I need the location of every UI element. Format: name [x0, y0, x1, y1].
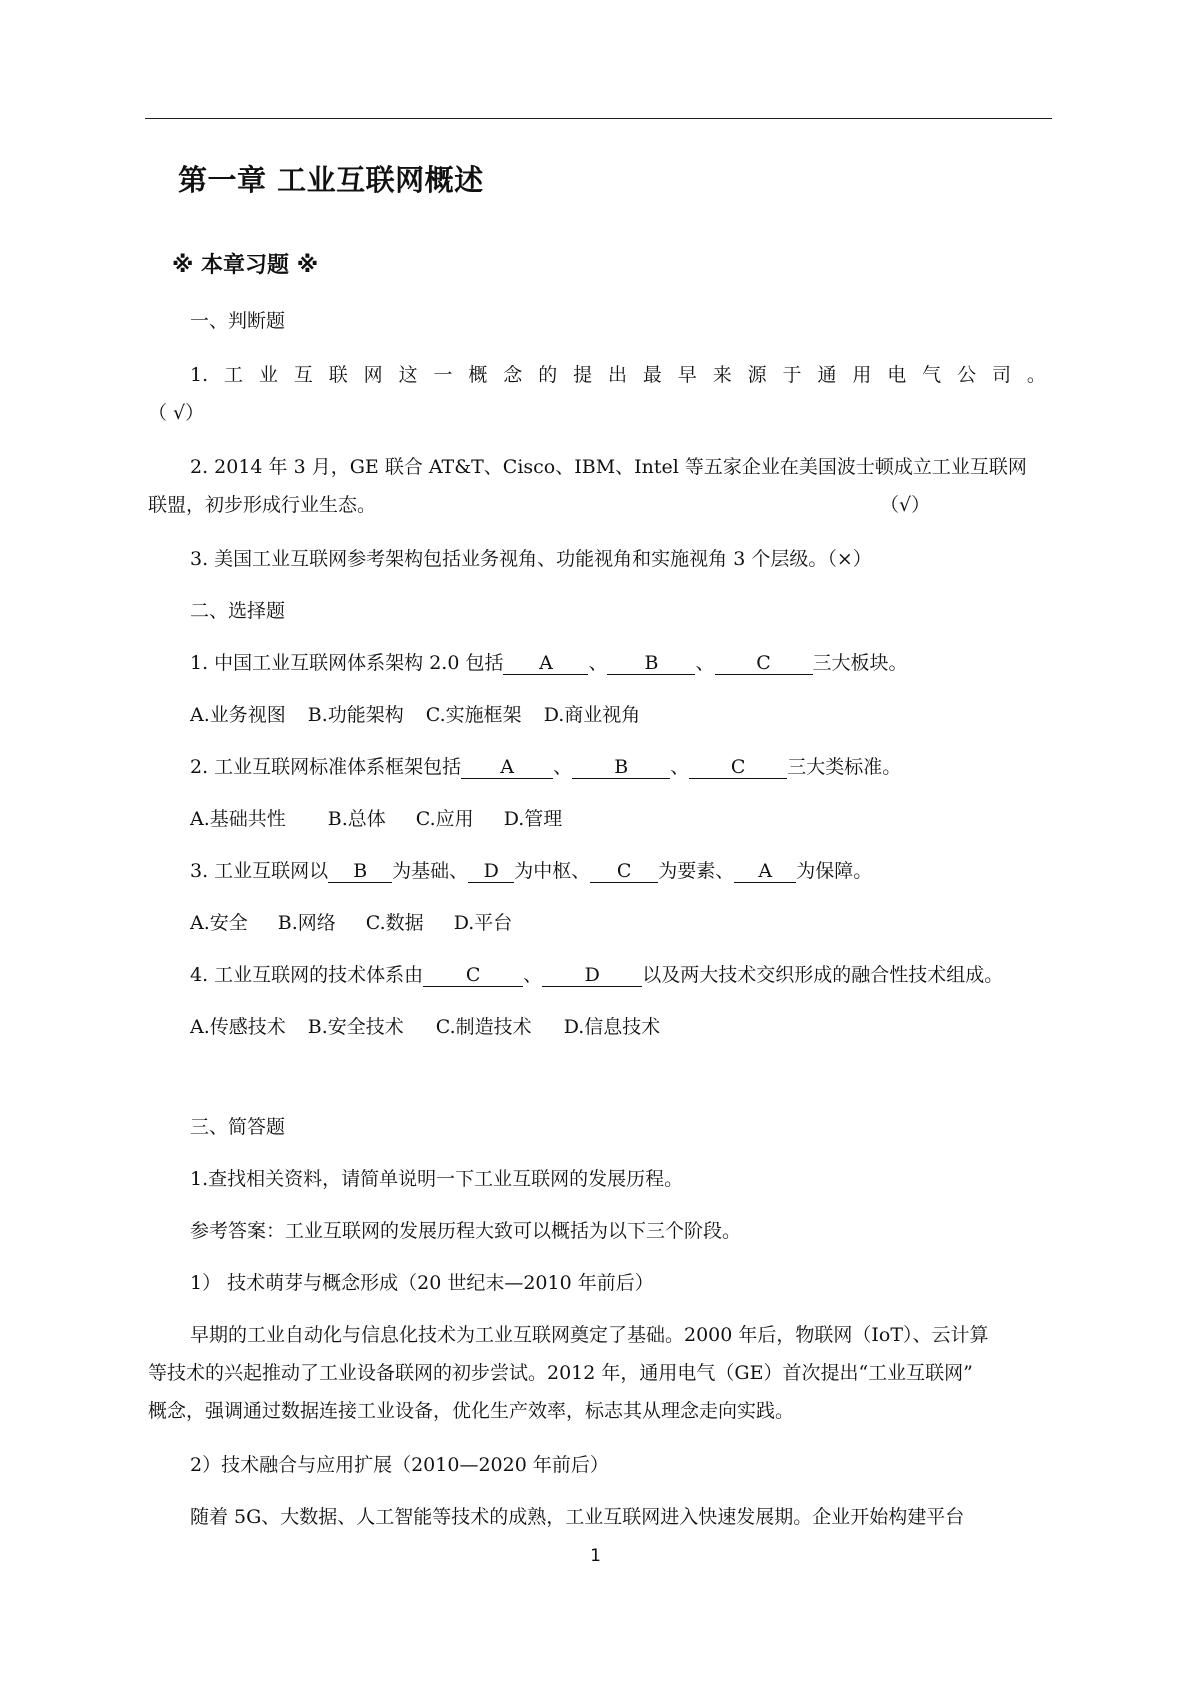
stage-2-title: 2）技术融合与应用扩展（2010—2020 年前后）	[190, 1454, 609, 1476]
q1-char: 互	[293, 364, 313, 386]
q1-char: 来	[712, 364, 732, 386]
short-answer-heading: 三、简答题	[190, 1116, 286, 1138]
q1-option-c: C.实施框架	[425, 704, 522, 726]
q4-blank-1: C	[423, 964, 523, 987]
q1-suffix: 三大板块。	[812, 652, 908, 674]
judgment-question-3: 3. 美国工业互联网参考架构包括业务视角、功能视角和实施视角 3 个层级。（×）	[190, 548, 872, 570]
page-number: 1	[590, 1546, 601, 1566]
q2-option-c: C.应用	[415, 808, 474, 830]
q1-char: 1.	[190, 364, 209, 386]
q4-option-c: C.制造技术	[435, 1016, 532, 1038]
q1-char: 念	[503, 364, 523, 386]
q1-char: 早	[677, 364, 697, 386]
choice-question-2-options	[190, 806, 562, 832]
q3-text-4: 为保障。	[796, 860, 873, 882]
q1-char: 源	[747, 364, 767, 386]
judgment-question-2-line1: 2. 2014 年 3 月，GE 联合 AT&T、Cisco、IBM、Intel 等五家企业在美国波士顿成立工业互联网	[190, 456, 1027, 478]
q1-char: 于	[782, 364, 802, 386]
q2-blank-3: C	[689, 756, 787, 779]
q3-blank-1: B	[328, 860, 392, 883]
choice-question-4	[190, 962, 1003, 988]
q3-prefix: 3. 工业互联网以	[190, 860, 329, 882]
q1-char: 出	[608, 364, 628, 386]
stage-1-paragraph-line2: 等技术的兴起推动了工业设备联网的初步尝试。2012 年，通用电气（GE）首次提出“工业互联网”	[148, 1362, 973, 1384]
judgment-question-1	[190, 362, 1046, 388]
choice-heading: 二、选择题	[190, 600, 286, 622]
q1-char: 业	[258, 364, 278, 386]
stage-1-title: 1） 技术萌芽与概念形成（20 世纪末—2010 年前后）	[190, 1272, 654, 1294]
judgment-question-2-line2: 联盟，初步形成行业生态。	[148, 494, 377, 516]
q1-char: 联	[328, 364, 348, 386]
q4-option-a: A.传感技术	[190, 1016, 286, 1038]
choice-question-3-options	[190, 910, 512, 936]
q3-blank-4: A	[734, 860, 796, 883]
q1-char: 网	[363, 364, 383, 386]
q1-char: 电	[887, 364, 907, 386]
q1-char: 公	[957, 364, 977, 386]
q3-text-2: 为中枢、	[514, 860, 591, 882]
q1-prefix: 1. 中国工业互联网体系架构 2.0 包括	[190, 652, 504, 674]
choice-question-4-options	[190, 1014, 660, 1040]
q4-prefix: 4. 工业互联网的技术体系由	[190, 964, 424, 986]
judgment-heading: 一、判断题	[190, 310, 286, 332]
q3-option-b: B.网络	[277, 912, 336, 934]
short-answer-question-1: 1.查找相关资料，请简单说明一下工业互联网的发展历程。	[190, 1168, 684, 1190]
q1-blank-2: B	[607, 652, 695, 675]
q3-option-a: A.安全	[190, 912, 248, 934]
choice-question-3	[190, 858, 872, 884]
q1-char: 提	[573, 364, 593, 386]
q1-char: 通	[817, 364, 837, 386]
q1-char: 的	[538, 364, 558, 386]
q3-option-c: C.数据	[365, 912, 424, 934]
stage-1-paragraph-line3: 概念，强调通过数据连接工业设备，优化生产效率，标志其从理念走向实践。	[148, 1400, 795, 1422]
judgment-question-1-mark: （ √）	[148, 402, 205, 424]
q2-option-a: A.基础共性	[190, 808, 286, 830]
q2-blank-2: B	[572, 756, 670, 779]
q1-sep-1: 、	[588, 652, 608, 674]
q1-char: 。	[1026, 364, 1046, 386]
stage-2-paragraph-line1: 随着 5G、大数据、人工智能等技术的成熟，工业互联网进入快速发展期。企业开始构建平台	[190, 1506, 965, 1528]
q1-char: 一	[433, 364, 453, 386]
q1-char: 这	[398, 364, 418, 386]
header-rule	[145, 118, 1052, 119]
q3-blank-3: C	[590, 860, 658, 883]
q1-char: 概	[468, 364, 488, 386]
q1-char: 最	[642, 364, 662, 386]
q1-blank-3: C	[715, 652, 813, 675]
stage-1-paragraph-line1: 早期的工业自动化与信息化技术为工业互联网奠定了基础。2000 年后，物联网（IoT）、云计算	[190, 1324, 989, 1346]
judgment-question-2-mark: （√）	[880, 494, 931, 516]
q1-char: 用	[852, 364, 872, 386]
choice-question-1	[190, 650, 908, 676]
choice-question-1-options	[190, 702, 640, 728]
q2-sep-1: 、	[553, 756, 573, 778]
q2-prefix: 2. 工业互联网标准体系框架包括	[190, 756, 462, 778]
q1-char: 气	[922, 364, 942, 386]
q2-sep-2: 、	[670, 756, 690, 778]
q4-sep-1: 、	[523, 964, 543, 986]
q1-sep-2: 、	[695, 652, 715, 674]
q3-blank-2: D	[468, 860, 514, 883]
q3-text-1: 为基础、	[392, 860, 469, 882]
q1-option-b: B.功能架构	[307, 704, 404, 726]
exercise-heading: ※ 本章习题 ※	[172, 253, 319, 278]
q1-char: 司	[991, 364, 1011, 386]
q4-suffix: 以及两大技术交织形成的融合性技术组成。	[642, 964, 1004, 986]
q2-blank-1: A	[461, 756, 553, 779]
choice-question-2	[190, 754, 901, 780]
q4-blank-2: D	[542, 964, 642, 987]
q1-char: 工	[224, 364, 244, 386]
q2-option-b: B.总体	[327, 808, 386, 830]
q1-option-d: D.商业视角	[543, 704, 641, 726]
q1-option-a: A.业务视图	[190, 704, 286, 726]
q3-option-d: D.平台	[453, 912, 513, 934]
q2-option-d: D.管理	[503, 808, 563, 830]
q1-blank-1: A	[503, 652, 588, 675]
q4-option-d: D.信息技术	[563, 1016, 661, 1038]
q2-suffix: 三大类标准。	[787, 756, 902, 778]
q3-text-3: 为要素、	[658, 860, 735, 882]
q4-option-b: B.安全技术	[307, 1016, 404, 1038]
chapter-title: 第一章 工业互联网概述	[178, 163, 484, 197]
answer-intro: 参考答案：工业互联网的发展历程大致可以概括为以下三个阶段。	[190, 1220, 742, 1242]
